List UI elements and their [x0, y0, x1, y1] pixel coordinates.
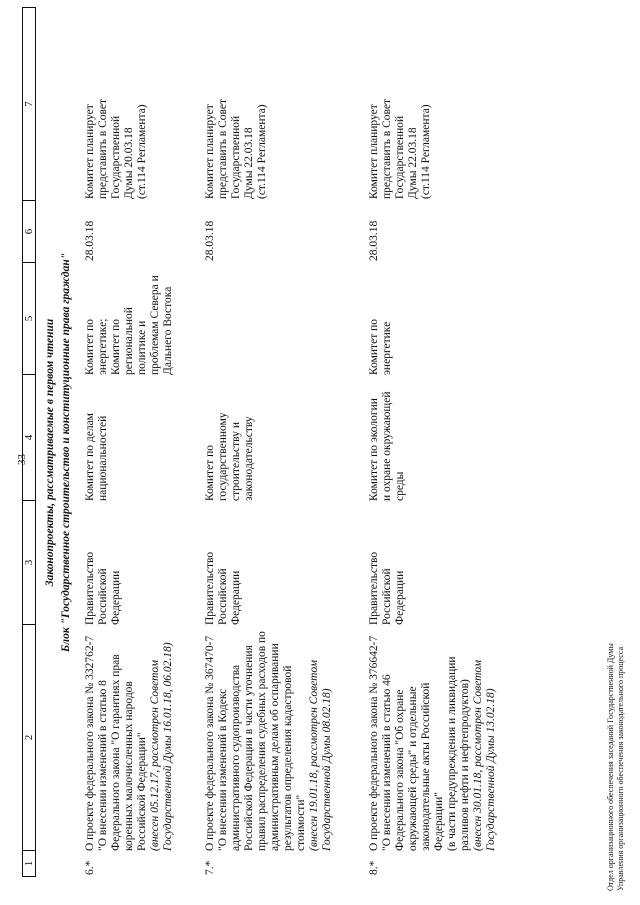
bill-name-line: О проекте федерального закона № 332762-7: [84, 635, 96, 851]
bill-note-line: Государственной Думы 13.02.18): [485, 688, 497, 851]
bill-name-line: Федерального закона "О гарантиях прав: [110, 654, 122, 851]
initiator-line: Российской: [97, 568, 109, 625]
column-header: 4: [23, 374, 35, 500]
responsible-line: государственному: [217, 412, 229, 501]
responsible-committee: [84, 379, 110, 501]
responsible-line: строительству и: [230, 422, 242, 501]
plan-line: Думы 22.03.18: [407, 127, 419, 199]
column-header: 2: [23, 624, 35, 850]
co-executor-line: Дальнего Востока: [162, 286, 174, 375]
bill-note-line: Государственной Думы 08.02.18): [321, 688, 333, 851]
plan-line: (ст.114 Регламента): [136, 104, 148, 199]
plan-line: Комитет планирует: [204, 104, 216, 199]
row-number: [204, 853, 217, 875]
section-title: Законопроекты, рассматриваемые в первом чтении: [44, 318, 56, 587]
row-number-text: 8.*: [368, 860, 380, 875]
column-header: 7: [23, 101, 35, 107]
review-date: [368, 209, 381, 261]
bill-name-line: стоимости": [295, 794, 307, 851]
plan-line: (ст.114 Регламента): [420, 104, 432, 199]
plan-line: Государственной: [394, 115, 406, 199]
row-number: [84, 853, 97, 875]
bill-name: [84, 629, 175, 851]
committee-plan: [204, 71, 269, 199]
bill-note-line: (внесен 19.01.18, рассмотрен Советом: [308, 659, 320, 851]
committee-plan: [368, 71, 433, 199]
plan-line: представить в Совет: [381, 98, 393, 199]
initiator-line: Федерации: [230, 570, 242, 625]
responsible-committee: [204, 379, 256, 501]
plan-line: Думы 20.03.18: [123, 127, 135, 199]
initiator-line: Российской: [381, 568, 393, 625]
initiator-line: Федерации: [394, 570, 406, 625]
bill-name-line: Федерации": [433, 791, 445, 851]
bill-name-line: административным делам об оспаривании: [269, 643, 281, 851]
review-date: [84, 209, 97, 261]
column-header: 3: [23, 500, 35, 624]
column-header: 6: [23, 200, 35, 262]
bill-name-line: (в части предупреждения и ликвидации: [446, 656, 458, 851]
row-number-text: 7.*: [204, 860, 216, 875]
co-executor-line: проблемам Севера и: [149, 275, 161, 375]
initiator: [368, 505, 407, 625]
co-executors: [84, 267, 175, 375]
bill-name-line: Федерального закона "Об охране: [394, 689, 406, 851]
review-date: [204, 209, 217, 261]
row-number: [368, 853, 381, 875]
bill-name-line: Российской Федерации": [136, 732, 148, 851]
bill-name: [368, 629, 498, 851]
responsible-committee: [368, 379, 407, 501]
co-executor-line: энергетике: [381, 321, 393, 375]
initiator-line: Правительство: [84, 551, 96, 625]
initiator-line: Федерации: [110, 570, 122, 625]
plan-line: Комитет планирует: [84, 104, 96, 199]
plan-line: представить в Совет: [97, 98, 109, 199]
bill-name-line: законодательные акты Российской: [420, 682, 432, 851]
bill-name-line: "О внесении изменений в статью 46: [381, 674, 393, 851]
bill-name-line: О проекте федерального закона № 367470-7: [204, 635, 216, 851]
committee-plan: [84, 71, 149, 199]
plan-line: представить в Совет: [217, 98, 229, 199]
plan-line: (ст.114 Регламента): [256, 104, 268, 199]
co-executor-line: региональной: [123, 307, 135, 375]
review-date-text: 28.03.18: [84, 220, 96, 261]
bill-name-line: Российской Федерации в части уточнения: [243, 645, 255, 851]
bill-name-line: коренных малочисленных народов: [123, 681, 135, 851]
co-executor-line: Комитет по: [84, 319, 96, 375]
responsible-line: Комитет по экологии: [368, 398, 380, 501]
co-executor-line: энергетике;: [97, 318, 109, 375]
review-date-text: 28.03.18: [368, 220, 380, 261]
bill-note-line: Государственной Думы 16.01.18, 06.02.18): [162, 642, 174, 851]
initiator-line: Правительство: [368, 551, 380, 625]
column-header: 1: [23, 850, 35, 876]
co-executor-line: Комитет по: [110, 319, 122, 375]
responsible-line: национальностей: [97, 415, 109, 501]
bill-name: [204, 629, 334, 851]
co-executor-line: Комитет по: [368, 319, 380, 375]
review-date-text: 28.03.18: [204, 220, 216, 261]
bill-name-line: О проекте федерального закона № 376642-7: [368, 635, 380, 851]
bill-note-line: (внесен 30.01.18, рассмотрен Советом: [472, 659, 484, 851]
initiator: [204, 505, 243, 625]
plan-line: Комитет планирует: [368, 104, 380, 199]
initiator-line: Правительство: [204, 551, 216, 625]
bill-note-line: (внесен 05.12.17, рассмотрен Советом: [149, 659, 161, 851]
responsible-line: Комитет по делам: [84, 413, 96, 501]
bill-name-line: окружающей среды" и отдельные: [407, 686, 419, 851]
bill-name-line: правил распределения судебных расходов по: [256, 631, 268, 851]
bill-name-line: разливов нефти и нефтепродуктов): [459, 679, 471, 851]
plan-line: Думы 22.03.18: [243, 127, 255, 199]
bill-name-line: "О внесении изменений в статью 8: [97, 680, 109, 851]
initiator: [84, 505, 123, 625]
footer-line: Управления организационного обеспечения законодательного процесса: [616, 646, 625, 891]
plan-line: Государственной: [230, 115, 242, 199]
co-executor-line: политике и: [136, 320, 148, 375]
block-title: Блок "Государственное строительство и конституционные права граждан": [60, 252, 72, 653]
initiator-line: Российской: [217, 568, 229, 625]
responsible-line: среды: [394, 471, 406, 501]
co-executors: [368, 267, 394, 375]
bill-name-line: результатов определения кадастровой: [282, 665, 294, 851]
column-header: 5: [23, 262, 35, 374]
responsible-line: законодательству: [243, 416, 255, 501]
bill-name-line: "О внесении изменений в Кодекс: [217, 688, 229, 851]
responsible-line: Комитет по: [204, 445, 216, 501]
page-number: 33: [16, 454, 28, 465]
plan-line: Государственной: [110, 115, 122, 199]
row-number-text: 6.*: [84, 860, 96, 875]
footer: [606, 643, 626, 891]
bill-name-line: административного судопроизводства: [230, 664, 242, 851]
responsible-line: и охране окружающей: [381, 391, 393, 501]
column-header-row: [22, 7, 36, 877]
footer-line: Отдел организационного обеспечения заседаний Государственной Думы: [606, 643, 615, 891]
